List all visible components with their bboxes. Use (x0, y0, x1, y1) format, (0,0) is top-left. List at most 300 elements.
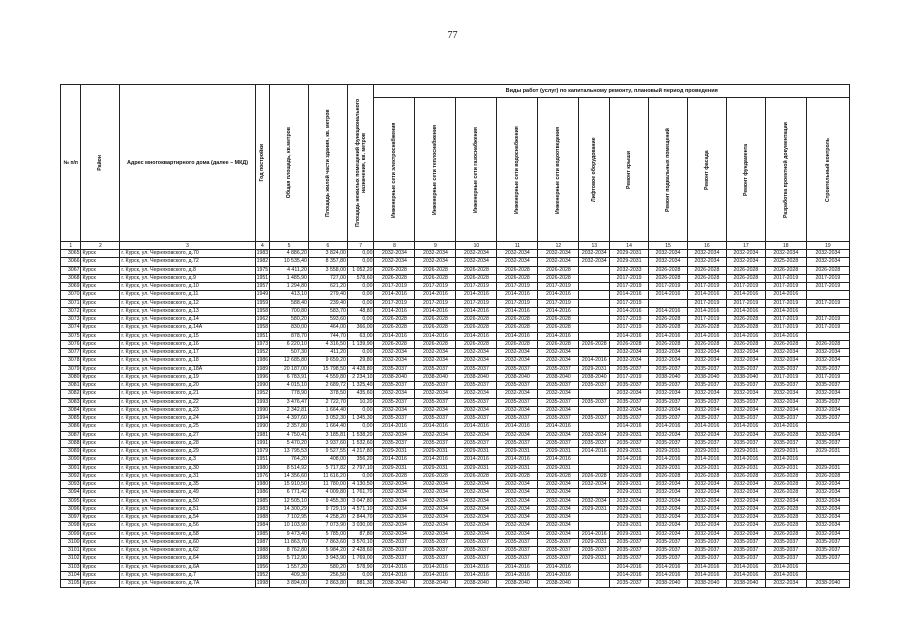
table-cell: 2032-2034 (649, 505, 688, 513)
table-cell: 2035-2037 (579, 382, 610, 390)
table-cell: 3102 (61, 555, 81, 563)
table-cell: 0,00 (347, 571, 374, 579)
table-cell: 1994 (256, 415, 269, 422)
table-cell: 0,00 (347, 291, 374, 299)
table-cell: 2032-2034 (806, 406, 849, 414)
table-cell: 7 863,60 (308, 538, 347, 546)
table-cell: 2017-2019 (456, 299, 497, 307)
table-cell (579, 514, 610, 522)
table-cell: Курск (81, 423, 120, 431)
table-cell: 20 187,00 (270, 365, 309, 373)
table-cell: 2032-2034 (497, 349, 538, 357)
table-cell: 1993 (256, 398, 269, 405)
table-cell: 2035-2037 (497, 398, 538, 406)
table-cell: 2035-2037 (374, 538, 415, 546)
table-cell: 1951 (256, 332, 269, 339)
table-cell: 2026-2028 (374, 472, 415, 480)
table-cell: 2032-2034 (415, 250, 456, 258)
table-cell: 2035-2037 (415, 415, 456, 423)
table-cell: 2032-2034 (610, 406, 649, 414)
table-cell: 2014-2016 (579, 357, 610, 365)
table-cell: 413,10 (270, 291, 309, 299)
table-cell: Курск (81, 398, 120, 406)
table-cell: 2035-2037 (456, 538, 497, 546)
table-cell: 2032-2034 (687, 514, 726, 522)
table-cell: 1 538,20 (347, 431, 374, 439)
table-cell: 878,70 (270, 332, 309, 340)
table-cell: 2017-2019 (765, 316, 806, 324)
table-cell (579, 266, 610, 274)
table-cell: 2029-2031 (610, 505, 649, 513)
table-cell: 2017-2019 (687, 283, 726, 291)
table-cell: 1986 (256, 357, 269, 364)
table-cell: Курск (81, 316, 120, 324)
table-cell: 593,60 (308, 316, 347, 324)
table-cell: 2038-2040 (649, 373, 688, 381)
table-cell: 3073 (61, 316, 81, 324)
table-cell: 2017-2019 (497, 299, 538, 307)
table-cell: 2035-2037 (497, 555, 538, 563)
table-cell: 2014-2016 (497, 332, 538, 340)
table-cell: 2026-2028 (538, 266, 579, 274)
table-cell: 2032-2034 (806, 497, 849, 505)
table-cell: 2 863,80 (308, 580, 347, 588)
table-cell: 9 729,19 (308, 505, 347, 513)
table-cell: 0,00 (347, 283, 374, 291)
table-cell: 2026-2028 (538, 274, 579, 282)
table-cell: 2026-2028 (687, 340, 726, 348)
table-cell: 2026-2028 (765, 522, 806, 530)
table-cell: Курск (81, 555, 120, 563)
table-cell: 1 294,80 (270, 283, 309, 291)
table-cell: 2026-2028 (649, 324, 688, 332)
column-number: 13 (579, 242, 610, 250)
table-row (61, 448, 850, 456)
table-cell: 2032-2034 (456, 390, 497, 398)
table-cell: 3104 (61, 571, 81, 579)
table-cell: 2014-2016 (687, 291, 726, 299)
table-cell: 2014-2016 (538, 571, 579, 579)
table-cell: 256,50 (308, 571, 347, 579)
table-cell: 2035-2037 (415, 365, 456, 373)
table-cell: 2014-2016 (497, 423, 538, 431)
table-cell: 2017-2019 (610, 373, 649, 381)
table-cell: 4 411,20 (270, 266, 309, 274)
table-cell: 2035-2037 (726, 398, 765, 406)
table-cell: 2032-2034 (456, 514, 497, 522)
table-cell: 2035-2037 (687, 365, 726, 373)
table-cell: 2017-2019 (415, 283, 456, 291)
column-number: 9 (415, 242, 456, 250)
table-cell: 2032-2034 (649, 481, 688, 489)
table-cell: 2032-2034 (538, 406, 579, 414)
table-cell: 744,70 (308, 332, 347, 340)
table-cell: 2032-2034 (456, 530, 497, 538)
table-cell: 2032-2034 (806, 349, 849, 357)
table-cell: 435,60 (347, 390, 374, 398)
table-cell: 2035-2037 (374, 398, 415, 406)
table-cell: 621,20 (308, 283, 347, 291)
table-cell: 3 894,00 (270, 580, 309, 588)
table-cell: 1983 (256, 505, 269, 512)
table-cell: 2032-2034 (806, 530, 849, 538)
table-cell: Курск (81, 332, 120, 340)
table-cell: 411,20 (308, 349, 347, 357)
table-cell: 2035-2037 (415, 555, 456, 563)
table-cell: 2032-2034 (649, 530, 688, 538)
table-cell: 2014-2016 (497, 456, 538, 464)
table-cell: 2032-2034 (415, 530, 456, 538)
table-cell: 2032-2034 (649, 489, 688, 497)
table-cell: 2035-2037 (579, 439, 610, 447)
table-cell: 2035-2037 (806, 415, 849, 423)
table-cell: 2035-2037 (806, 555, 849, 563)
table-cell: 10 535,40 (270, 258, 309, 266)
table-cell: 2035-2037 (610, 415, 649, 423)
table-cell: 2032-2034 (765, 406, 806, 414)
table-cell: 2014-2016 (579, 530, 610, 538)
table-cell (579, 307, 610, 315)
table-cell: 2014-2016 (649, 291, 688, 299)
table-cell: 9 455,30 (308, 497, 347, 505)
table-cell: 2035-2037 (538, 398, 579, 406)
table-cell: 2035-2037 (806, 547, 849, 555)
table-cell: 2032-2034 (610, 497, 649, 505)
table-cell: 2032-2034 (374, 357, 415, 365)
table-cell (579, 580, 610, 588)
table-cell: 2026-2028 (726, 340, 765, 348)
table-cell: 2032-2034 (538, 522, 579, 530)
table-cell: 2026-2028 (687, 324, 726, 332)
table-cell: 2026-2028 (765, 266, 806, 274)
table-cell: 12 685,80 (270, 357, 309, 365)
table-cell: 2026-2028 (415, 316, 456, 324)
table-row (61, 258, 850, 266)
header-col-no: № п/п (61, 85, 81, 242)
table-cell: 2026-2028 (649, 472, 688, 480)
table-cell: 2038-2040 (726, 580, 765, 588)
table-cell: 4 258,20 (308, 514, 347, 522)
table-cell: 0,00 (347, 250, 374, 258)
table-cell: 2038-2040 (415, 580, 456, 588)
table-cell: 2014-2016 (726, 456, 765, 464)
table-cell: 2014-2016 (456, 423, 497, 431)
table-cell: 2017-2019 (806, 299, 849, 307)
table-cell: 2017-2019 (765, 373, 806, 381)
table-cell: 2014-2016 (649, 423, 688, 431)
table-cell: 2026-2028 (649, 316, 688, 324)
table-cell: 1981 (256, 431, 269, 438)
table-cell: 3072 (61, 307, 81, 315)
table-cell: 2014-2016 (497, 571, 538, 579)
table-row (61, 291, 850, 299)
table-cell: 2014-2016 (538, 307, 579, 315)
table-cell: 14 356,60 (270, 472, 309, 480)
table-cell: 2032-2034 (649, 250, 688, 258)
table-cell: 1975 (256, 266, 269, 273)
table-cell: 2032-2034 (726, 406, 765, 414)
table-cell: 2014-2016 (610, 307, 649, 315)
table-cell: 2032-2034 (374, 481, 415, 489)
table-cell: 0,00 (347, 299, 374, 307)
table-cell: г. Курск, ул. Черняховского, д.60 (120, 538, 255, 546)
table-cell: 2026-2028 (726, 324, 765, 332)
table-cell: 2014-2016 (374, 571, 415, 579)
table-cell: г. Курск, ул. Черняховского, д.11 (120, 291, 255, 299)
table-cell: 2032-2034 (649, 431, 688, 439)
table-cell: Курск (81, 448, 120, 456)
table-cell: 4 130,50 (347, 481, 374, 489)
table-row (61, 357, 850, 365)
table-cell: 2026-2028 (374, 266, 415, 274)
table-cell: 2017-2019 (610, 324, 649, 332)
table-cell: 2035-2037 (579, 547, 610, 555)
table-cell: 2032-2033 (610, 266, 649, 274)
table-cell: 2032-2034 (579, 497, 610, 505)
table-cell: 2032-2034 (649, 514, 688, 522)
table-cell: 2038-2040 (538, 580, 579, 588)
table-cell: 2038-2040 (497, 373, 538, 381)
table-cell: 4 428,80 (347, 365, 374, 373)
table-cell: 2014-2016 (726, 423, 765, 431)
header-col-living-area: Площадь жилой части здания, кв. метров (308, 85, 347, 242)
table-cell: 2026-2028 (726, 274, 765, 282)
header-work-1: Инженерные сети электроснабжения (374, 98, 415, 242)
table-cell: 2032-2034 (538, 357, 579, 365)
table-row (61, 415, 850, 423)
table-cell: 87,80 (347, 530, 374, 538)
table-cell: г. Курск, ул. Черняховского, д.28 (120, 439, 255, 447)
table-cell: 2014-2016 (765, 332, 806, 340)
table-cell: 2014-2016 (456, 456, 497, 464)
table-row (61, 563, 850, 571)
table-cell: 2014-2016 (456, 332, 497, 340)
table-cell: 2014-2016 (610, 423, 649, 431)
table-cell: 2014-2016 (610, 563, 649, 571)
table-cell: 2026-2028 (806, 340, 849, 348)
table-cell: 2014-2016 (765, 563, 806, 571)
table-cell: 2035-2037 (456, 365, 497, 373)
table-cell: 2035-2037 (687, 439, 726, 447)
table-cell: 2032-2034 (456, 481, 497, 489)
table-cell (806, 571, 849, 579)
table-cell: 1980 (256, 481, 269, 488)
table-cell: 1952 (256, 571, 269, 578)
table-cell: 2014-2016 (726, 291, 765, 299)
table-cell: 9 527,55 (308, 448, 347, 456)
table-cell: 3099 (61, 530, 81, 538)
table-cell: 2025-2028 (765, 258, 806, 266)
table-cell: Курск (81, 497, 120, 505)
table-cell: 2026-2028 (806, 472, 849, 480)
table-cell: 2014-2016 (497, 291, 538, 299)
table-cell: 2017-2019 (687, 316, 726, 324)
table-cell: 2 342,81 (270, 406, 309, 414)
table-cell: г. Курск, ул. Черняховского, д.7А (120, 580, 255, 588)
table-cell: Курск (81, 250, 120, 258)
table-cell: 3067 (61, 266, 81, 274)
table-cell: 6 771,42 (270, 489, 309, 497)
table-cell: 1956 (256, 563, 269, 570)
table-cell: 2035-2037 (579, 415, 610, 423)
table-cell: 2035-2037 (687, 547, 726, 555)
table-cell: 2026-2028 (497, 340, 538, 348)
table-cell: 4 750,41 (270, 431, 309, 439)
table-cell: 2017-2019 (806, 373, 849, 381)
table-cell: 2032-2034 (456, 522, 497, 530)
table-cell: 2035-2037 (456, 415, 497, 423)
table-cell: 2032-2034 (610, 349, 649, 357)
header-work-9: Ремонт фасада (687, 98, 726, 242)
table-cell: 2026-2028 (765, 514, 806, 522)
table-cell: 2014-2016 (687, 571, 726, 579)
table-cell: 3085 (61, 415, 81, 423)
table-cell: 2014-2016 (415, 332, 456, 340)
table-cell: 2035-2037 (649, 439, 688, 447)
table-cell: 2032-2034 (726, 505, 765, 513)
table-cell: 2035-2037 (649, 555, 688, 563)
table-cell: Курск (81, 514, 120, 522)
table-cell: 2032-2034 (374, 390, 415, 398)
table-cell: 0,00 (347, 423, 374, 431)
table-cell: 2017-2019 (415, 299, 456, 307)
table-cell: 2032-2034 (687, 497, 726, 505)
table-cell: Курск (81, 530, 120, 538)
table-cell: 2035-2037 (806, 365, 849, 373)
table-cell: 1990 (256, 423, 269, 430)
table-cell: 2017-2019 (649, 283, 688, 291)
table-cell: 2014-2016 (538, 456, 579, 464)
table-cell: 2035-2037 (806, 538, 849, 546)
table-cell: 2026-2028 (497, 274, 538, 282)
table-cell: 2032-2034 (415, 497, 456, 505)
table-row (61, 489, 850, 497)
table-cell: 2014-2016 (726, 332, 765, 340)
table-cell: 3092 (61, 472, 81, 480)
table-cell: 2014-2016 (649, 307, 688, 315)
table-cell: 2035-2037 (415, 398, 456, 406)
table-cell: 2032-2034 (726, 250, 765, 258)
table-cell: 2032-2034 (726, 258, 765, 266)
table-cell: 2029-2031 (610, 530, 649, 538)
table-cell: 3 558,00 (308, 266, 347, 274)
table-cell: 2035-2037 (765, 555, 806, 563)
table-cell: 2032-2034 (726, 431, 765, 439)
table-cell: 10 103,90 (270, 522, 309, 530)
table-cell: 1 139,90 (347, 340, 374, 348)
table-cell: г. Курск, ул. Черняховского, д.15 (120, 332, 255, 340)
table-cell: 2032-2034 (538, 431, 579, 439)
table-cell: Курск (81, 472, 120, 480)
table-cell: 2026-2028 (497, 266, 538, 274)
table-cell: 2032-2034 (538, 390, 579, 398)
table-cell: г. Курск, ул. Черняховского, д.49 (120, 489, 255, 497)
table-cell: г. Курск, ул. Черняховского, д.29 (120, 448, 255, 456)
table-cell: 4 316,50 (308, 340, 347, 348)
table-cell: 2026-2028 (497, 472, 538, 480)
table-cell: 239,40 (308, 299, 347, 307)
table-cell: 2026-2028 (374, 324, 415, 332)
table-cell: 3100 (61, 538, 81, 546)
table-cell: 9 473,40 (270, 530, 309, 538)
table-cell: 2038-2040 (456, 373, 497, 381)
header-work-7: Ремонт крыши (610, 98, 649, 242)
table-cell: 2032-2034 (806, 505, 849, 513)
table-cell: 2032-2034 (497, 522, 538, 530)
table-cell: 2017-2019 (610, 316, 649, 324)
table-cell: 1996 (256, 373, 269, 380)
table-row (61, 307, 850, 315)
table-cell: 2026-2028 (765, 472, 806, 480)
table-cell: 2035-2037 (765, 382, 806, 390)
table-cell: 10,20 (347, 398, 374, 406)
table-cell: 12 505,10 (270, 497, 309, 505)
table-cell: 2032-2034 (765, 357, 806, 365)
table-cell: 2029-2031 (610, 489, 649, 497)
table-cell: 1973 (256, 340, 269, 347)
table-cell: 2032-2034 (579, 481, 610, 489)
header-work-5: Инженерные сети водоотведения (538, 98, 579, 242)
table-cell: 700,80 (270, 307, 309, 315)
table-cell: 2032-2034 (374, 514, 415, 522)
table-cell: 2035-2037 (806, 439, 849, 447)
table-cell: 1990 (256, 406, 269, 413)
table-cell: Курск (81, 390, 120, 398)
table-cell: 3077 (61, 349, 81, 357)
table-cell: 2035-2037 (374, 415, 415, 423)
table-cell: Курск (81, 571, 120, 579)
table-cell: 1952 (256, 390, 269, 397)
table-cell: 2014-2016 (374, 332, 415, 340)
table-cell: 464,00 (308, 324, 347, 332)
table-cell: 2032-2034 (538, 514, 579, 522)
table-cell: 1 325,40 (347, 382, 374, 390)
table-cell: 2026-2028 (415, 266, 456, 274)
table-cell: 2032-2034 (374, 530, 415, 538)
table-cell: 2014-2016 (415, 571, 456, 579)
table-cell (806, 456, 849, 464)
table-cell: 2035-2037 (497, 382, 538, 390)
table-cell: 6 783,91 (270, 373, 309, 381)
table-cell: 2032-2034 (497, 489, 538, 497)
table-cell: 2014-2016 (687, 423, 726, 431)
table-cell: 4 015,10 (270, 382, 309, 390)
table-cell: 4 559,80 (308, 373, 347, 381)
table-cell: 2032-2034 (649, 357, 688, 365)
table-cell: 4 009,80 (308, 489, 347, 497)
table-cell: Курск (81, 258, 120, 266)
table-cell: 2035-2037 (456, 398, 497, 406)
table-cell: 2026-2028 (538, 472, 579, 480)
table-cell: 2014-2016 (610, 332, 649, 340)
table-cell: 2 722,70 (308, 398, 347, 406)
table-cell: Курск (81, 349, 120, 357)
header-col-nonres-area: Площадь нежилых помещений функционального назначения, кв. метров (347, 85, 374, 242)
table-cell: г. Курск, ул. Черняховского, д.19 (120, 373, 255, 381)
table-cell: 2032-2034 (538, 349, 579, 357)
table-cell: 2 428,60 (347, 547, 374, 555)
table-cell: г. Курск, ул. Черняховского, д.51 (120, 505, 255, 513)
table-cell: 2035-2037 (538, 547, 579, 555)
table-cell: 2014-2016 (610, 291, 649, 299)
table-cell (579, 464, 610, 472)
table-cell: 3090 (61, 456, 81, 464)
table-cell: 2035-2037 (765, 538, 806, 546)
table-cell: 2032-2034 (726, 530, 765, 538)
header-col-address: Адрес многоквартирного дома (далее – МКД) (120, 85, 255, 242)
table-cell: 830,00 (270, 324, 309, 332)
table-cell: 1 664,40 (308, 423, 347, 431)
